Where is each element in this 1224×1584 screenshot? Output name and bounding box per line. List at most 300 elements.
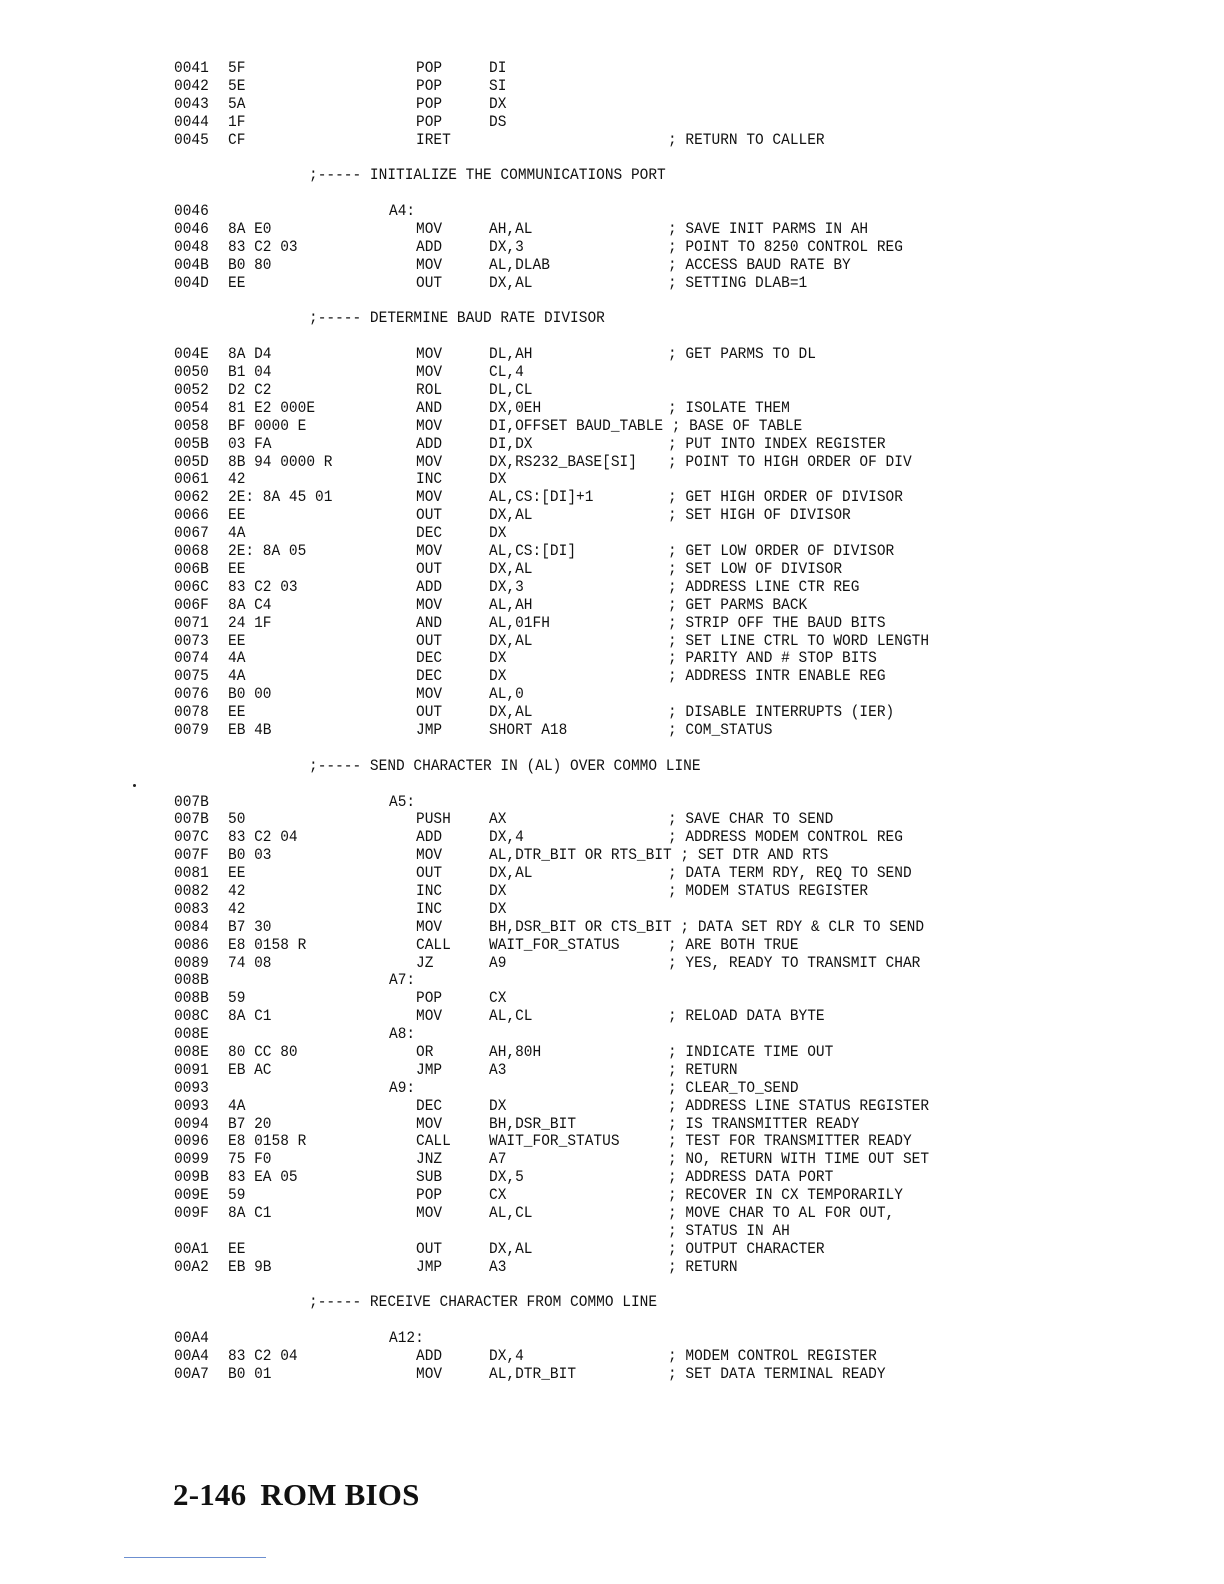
- operand: DX,AL: [489, 704, 533, 722]
- operand: DI,DX: [489, 435, 533, 454]
- mnemonic: JMP: [416, 722, 443, 740]
- mnemonic: INC: [416, 883, 443, 901]
- machine-code: CF: [228, 131, 246, 150]
- code-line: [174, 1223, 974, 1243]
- code-line: [174, 96, 974, 116]
- machine-code: EB 9B: [228, 1258, 272, 1277]
- machine-code: 4A: [228, 525, 246, 543]
- code-comment: ; SAVE CHAR TO SEND: [668, 811, 834, 830]
- mnemonic: ADD: [416, 1348, 443, 1366]
- code-comment: ; SETTING DLAB=1: [668, 274, 808, 293]
- address: 0048: [174, 239, 209, 257]
- machine-code: D2 C2: [228, 382, 272, 400]
- code-line: [174, 436, 974, 456]
- address: 006F: [174, 596, 209, 615]
- machine-code: 50: [228, 811, 246, 830]
- address: 0093: [174, 1079, 209, 1098]
- machine-code: 81 E2 000E: [228, 400, 316, 418]
- code-comment: ; PARITY AND # STOP BITS: [668, 650, 877, 669]
- code-line: [174, 865, 974, 885]
- mnemonic: ADD: [416, 578, 443, 597]
- operand: DX,4: [489, 1348, 524, 1366]
- code-line: [174, 1330, 974, 1350]
- code-line: [174, 1187, 974, 1207]
- operand: AL,DTR_BIT: [489, 1366, 577, 1384]
- operand: DX,AL: [489, 274, 533, 293]
- machine-code: 42: [228, 900, 246, 919]
- section-title: ROM BIOS: [260, 1477, 420, 1512]
- address: 008B: [174, 990, 209, 1009]
- address: 0054: [174, 400, 209, 418]
- machine-code: 5E: [228, 77, 246, 96]
- address: 0046: [174, 203, 209, 221]
- address: 0093: [174, 1097, 209, 1116]
- mnemonic: INC: [416, 471, 443, 490]
- mnemonic: MOV: [416, 686, 443, 704]
- code-line: [174, 561, 974, 581]
- address: 0074: [174, 650, 209, 669]
- machine-code: 8A E0: [228, 221, 272, 239]
- code-line: [174, 919, 974, 939]
- mnemonic: ADD: [416, 239, 443, 257]
- address: 0076: [174, 686, 209, 704]
- address: 007C: [174, 829, 209, 848]
- mnemonic: ROL: [416, 382, 443, 400]
- code-comment: ; SET HIGH OF DIVISOR: [668, 507, 851, 525]
- code-line: [174, 203, 974, 223]
- address: 0043: [174, 95, 209, 114]
- operand: DX,AL: [489, 507, 533, 525]
- code-line: [174, 346, 974, 366]
- code-comment: ; YES, READY TO TRANSMIT CHAR: [668, 954, 921, 973]
- mnemonic: JMP: [416, 1258, 443, 1277]
- address: 006C: [174, 578, 209, 597]
- code-line: [174, 722, 974, 742]
- address: 0096: [174, 1133, 209, 1152]
- mnemonic: MOV: [416, 489, 443, 508]
- machine-code: 2E: 8A 45 01: [228, 489, 333, 508]
- address: 0073: [174, 632, 209, 651]
- machine-code: BF 0000 E: [228, 417, 307, 436]
- machine-code: EE: [228, 507, 246, 525]
- operand: DX: [489, 525, 507, 543]
- machine-code: 5F: [228, 60, 246, 78]
- address: 0041: [174, 60, 209, 78]
- code-label: A8:: [389, 1026, 416, 1044]
- code-line: [174, 1366, 974, 1386]
- code-line: [174, 704, 974, 724]
- code-comment: ; RETURN: [668, 1061, 738, 1080]
- code-line: [174, 1008, 974, 1028]
- code-comment: ; ADDRESS LINE STATUS REGISTER: [668, 1097, 930, 1116]
- operand: DX,AL: [489, 632, 533, 651]
- operand: A7: [489, 1151, 507, 1170]
- code-comment: ; MOVE CHAR TO AL FOR OUT,: [668, 1205, 895, 1223]
- mnemonic: POP: [416, 990, 443, 1009]
- operand: DX: [489, 900, 507, 919]
- code-label: A4:: [389, 203, 416, 221]
- bottom-rule: [124, 1557, 266, 1558]
- code-comment: ; GET PARMS TO DL: [668, 346, 816, 364]
- mnemonic: JZ: [416, 954, 434, 973]
- page-footer: [173, 1477, 420, 1513]
- operand: DX: [489, 883, 507, 901]
- code-comment: ; RECOVER IN CX TEMPORARILY: [668, 1187, 903, 1205]
- mnemonic: DEC: [416, 650, 443, 669]
- address: 0062: [174, 489, 209, 508]
- operand: DX,4: [489, 829, 524, 848]
- mnemonic: AND: [416, 614, 443, 633]
- mnemonic: MOV: [416, 256, 443, 275]
- address: 009F: [174, 1205, 209, 1223]
- address: 0089: [174, 954, 209, 973]
- address: 0099: [174, 1151, 209, 1170]
- mnemonic: OUT: [416, 632, 443, 651]
- code-comment: ; MODEM STATUS REGISTER: [668, 883, 869, 901]
- section-comment: ;----- SEND CHARACTER IN (AL) OVER COMMO LINE: [309, 757, 701, 776]
- code-line: [174, 1205, 974, 1225]
- address: 00A4: [174, 1348, 209, 1366]
- operand: DS: [489, 113, 507, 132]
- mnemonic: JNZ: [416, 1151, 443, 1170]
- operand: AL,CL: [489, 1008, 533, 1026]
- machine-code: 2E: 8A 05: [228, 543, 307, 561]
- machine-code: 59: [228, 1187, 246, 1205]
- code-line: [174, 543, 974, 563]
- code-comment: ; STRIP OFF THE BAUD BITS: [668, 614, 886, 633]
- operand: DX: [489, 471, 507, 490]
- code-line: [174, 1026, 974, 1046]
- mnemonic: MOV: [416, 1008, 443, 1026]
- code-comment: ; SET DATA TERMINAL READY: [668, 1366, 886, 1384]
- machine-code: E8 0158 R: [228, 936, 307, 955]
- address: 0058: [174, 417, 209, 436]
- code-line: [174, 883, 974, 903]
- address: 00A1: [174, 1240, 209, 1259]
- address: 0081: [174, 865, 209, 883]
- operand: AL,0: [489, 686, 524, 704]
- machine-code: B1 04: [228, 364, 272, 382]
- operand: DX,3: [489, 239, 524, 257]
- operand: SI: [489, 77, 507, 96]
- machine-code: B0 00: [228, 686, 272, 704]
- mnemonic: OUT: [416, 704, 443, 722]
- machine-code: 1F: [228, 113, 246, 132]
- address: 007B: [174, 793, 209, 812]
- code-line: [174, 901, 974, 921]
- code-line: [174, 1080, 974, 1100]
- section-comment: ;----- RECEIVE CHARACTER FROM COMMO LINE: [309, 1294, 658, 1313]
- address: 0061: [174, 471, 209, 490]
- mnemonic: MOV: [416, 543, 443, 561]
- blank-line: [174, 740, 974, 760]
- blank-line: [174, 185, 974, 205]
- address: 004B: [174, 256, 209, 275]
- code-comment: ; POINT TO 8250 CONTROL REG: [668, 239, 903, 257]
- operand: CL,4: [489, 364, 524, 382]
- code-line: [174, 78, 974, 98]
- address: 0084: [174, 918, 209, 937]
- machine-code: 24 1F: [228, 614, 272, 633]
- machine-code: EE: [228, 704, 246, 722]
- machine-code: 8A C1: [228, 1008, 272, 1026]
- machine-code: 4A: [228, 1097, 246, 1116]
- machine-code: 5A: [228, 95, 246, 114]
- machine-code: E8 0158 R: [228, 1133, 307, 1152]
- code-line: [174, 1169, 974, 1189]
- operand: AL,AH: [489, 596, 533, 615]
- machine-code: 4A: [228, 650, 246, 669]
- machine-code: 42: [228, 883, 246, 901]
- code-label: A5:: [389, 793, 416, 812]
- code-comment: ; SET LINE CTRL TO WORD LENGTH: [668, 632, 930, 651]
- address: 005B: [174, 435, 209, 454]
- address: 0094: [174, 1115, 209, 1134]
- mnemonic: POP: [416, 77, 443, 96]
- operand: WAIT_FOR_STATUS: [489, 936, 620, 955]
- mnemonic: MOV: [416, 596, 443, 615]
- operand: AL,01FH: [489, 614, 550, 633]
- mnemonic: MOV: [416, 364, 443, 382]
- machine-code: 83 C2 04: [228, 1348, 298, 1366]
- operand: A3: [489, 1258, 507, 1277]
- code-line: [174, 1062, 974, 1082]
- stray-mark: [133, 784, 136, 787]
- address: 0045: [174, 131, 209, 150]
- operand: AL,CS:[DI]: [489, 543, 577, 561]
- operand: DX: [489, 650, 507, 669]
- code-comment: ; NO, RETURN WITH TIME OUT SET: [668, 1151, 930, 1170]
- address: 0075: [174, 668, 209, 686]
- mnemonic: AND: [416, 400, 443, 418]
- machine-code: 8B 94 0000 R: [228, 453, 333, 472]
- mnemonic: POP: [416, 60, 443, 78]
- machine-code: 83 C2 03: [228, 239, 298, 257]
- machine-code: 8A D4: [228, 346, 272, 364]
- address: 0067: [174, 525, 209, 543]
- operand: DX,0EH: [489, 400, 542, 418]
- page-number: 2-146: [173, 1477, 247, 1512]
- mnemonic: DEC: [416, 1097, 443, 1116]
- mnemonic: ADD: [416, 435, 443, 454]
- machine-code: 75 F0: [228, 1151, 272, 1170]
- code-line: [174, 275, 974, 295]
- machine-code: 8A C4: [228, 596, 272, 615]
- mnemonic: OUT: [416, 274, 443, 293]
- code-label: A12:: [389, 1330, 424, 1348]
- machine-code: 83 C2 03: [228, 578, 298, 597]
- code-comment: ; SET LOW OF DIVISOR: [668, 561, 843, 579]
- code-comment: ; TEST FOR TRANSMITTER READY: [668, 1133, 912, 1152]
- operand: DL,CL: [489, 382, 533, 400]
- code-comment: ; ADDRESS INTR ENABLE REG: [668, 668, 886, 686]
- operand: DX: [489, 1097, 507, 1116]
- address: 0078: [174, 704, 209, 722]
- operand: CX: [489, 1187, 507, 1205]
- address: 007B: [174, 811, 209, 830]
- address: 0079: [174, 722, 209, 740]
- mnemonic: DEC: [416, 525, 443, 543]
- machine-code: B0 80: [228, 256, 272, 275]
- code-comment: ; IS TRANSMITTER READY: [668, 1115, 860, 1134]
- operand: AL,CL: [489, 1205, 533, 1223]
- machine-code: B0 01: [228, 1366, 272, 1384]
- operand: DI,OFFSET BAUD_TABLE ; BASE OF TABLE: [489, 417, 803, 436]
- address: 0046: [174, 221, 209, 239]
- code-line: [174, 597, 974, 617]
- mnemonic: OUT: [416, 865, 443, 883]
- machine-code: B0 03: [228, 847, 272, 865]
- operand: DX: [489, 668, 507, 686]
- code-line: [174, 364, 974, 384]
- code-comment: ; GET HIGH ORDER OF DIVISOR: [668, 489, 903, 508]
- mnemonic: OUT: [416, 1240, 443, 1259]
- mnemonic: MOV: [416, 847, 443, 865]
- address: 0082: [174, 883, 209, 901]
- code-comment: ; GET PARMS BACK: [668, 596, 808, 615]
- mnemonic: MOV: [416, 918, 443, 937]
- address: 004E: [174, 346, 209, 364]
- code-line: [174, 1259, 974, 1279]
- code-line: [174, 1241, 974, 1261]
- code-line: [174, 937, 974, 957]
- operand: SHORT A18: [489, 722, 568, 740]
- mnemonic: POP: [416, 95, 443, 114]
- address: 007F: [174, 847, 209, 865]
- operand: AX: [489, 811, 507, 830]
- code-label: A9:: [389, 1079, 416, 1098]
- address: 008E: [174, 1044, 209, 1062]
- operand: BH,DSR_BIT OR CTS_BIT ; DATA SET RDY & CLR TO SEND: [489, 918, 925, 937]
- section-comment: ;----- DETERMINE BAUD RATE DIVISOR: [309, 310, 605, 329]
- code-comment: ; OUTPUT CHARACTER: [668, 1240, 825, 1259]
- machine-code: 83 EA 05: [228, 1169, 298, 1187]
- operand: A3: [489, 1061, 507, 1080]
- mnemonic: PUSH: [416, 811, 451, 830]
- operand: AL,CS:[DI]+1: [489, 489, 594, 508]
- operand: DX,3: [489, 578, 524, 597]
- machine-code: 74 08: [228, 954, 272, 973]
- address: 006B: [174, 561, 209, 579]
- address: 009B: [174, 1169, 209, 1187]
- code-comment: ; RETURN TO CALLER: [668, 131, 825, 150]
- machine-code: EE: [228, 632, 246, 651]
- mnemonic: JMP: [416, 1061, 443, 1080]
- mnemonic: DEC: [416, 668, 443, 686]
- address: 0091: [174, 1061, 209, 1080]
- address: 008C: [174, 1008, 209, 1026]
- operand: AH,AL: [489, 221, 533, 239]
- code-comment: ; CLEAR_TO_SEND: [668, 1079, 799, 1098]
- mnemonic: POP: [416, 113, 443, 132]
- code-comment: ; DISABLE INTERRUPTS (IER): [668, 704, 895, 722]
- mnemonic: MOV: [416, 417, 443, 436]
- address: 0071: [174, 614, 209, 633]
- mnemonic: SUB: [416, 1169, 443, 1187]
- mnemonic: CALL: [416, 936, 451, 955]
- mnemonic: MOV: [416, 453, 443, 472]
- operand: DI: [489, 60, 507, 78]
- code-line: [174, 239, 974, 259]
- address: 0086: [174, 936, 209, 955]
- machine-code: B7 20: [228, 1115, 272, 1134]
- code-line: [174, 1348, 974, 1368]
- address: 0083: [174, 900, 209, 919]
- machine-code: EB AC: [228, 1061, 272, 1080]
- code-comment: ; GET LOW ORDER OF DIVISOR: [668, 543, 895, 561]
- address: 0050: [174, 364, 209, 382]
- code-comment: ; RELOAD DATA BYTE: [668, 1008, 825, 1026]
- operand: DX: [489, 95, 507, 114]
- code-line: [174, 1098, 974, 1118]
- mnemonic: OUT: [416, 561, 443, 579]
- mnemonic: MOV: [416, 1205, 443, 1223]
- mnemonic: ADD: [416, 829, 443, 848]
- operand: AL,DLAB: [489, 256, 550, 275]
- code-line: [174, 615, 974, 635]
- code-label: A7:: [389, 972, 416, 991]
- machine-code: EB 4B: [228, 722, 272, 740]
- code-line: [174, 60, 974, 80]
- code-comment: ; COM_STATUS: [668, 722, 773, 740]
- machine-code: 4A: [228, 668, 246, 686]
- machine-code: B7 30: [228, 918, 272, 937]
- operand: WAIT_FOR_STATUS: [489, 1133, 620, 1152]
- address: 005D: [174, 453, 209, 472]
- address: 00A2: [174, 1258, 209, 1277]
- code-comment: ; ADDRESS LINE CTR REG: [668, 578, 860, 597]
- section-comment: ;----- INITIALIZE THE COMMUNICATIONS PORT: [309, 167, 666, 186]
- code-line: [174, 400, 974, 420]
- machine-code: 59: [228, 990, 246, 1009]
- machine-code: 8A C1: [228, 1205, 272, 1223]
- code-line: [174, 507, 974, 527]
- code-line: [174, 382, 974, 402]
- code-line: [174, 579, 974, 599]
- assembly-listing: [174, 61, 974, 1385]
- operand: CX: [489, 990, 507, 1009]
- code-line: [174, 847, 974, 867]
- operand: DX,5: [489, 1169, 524, 1187]
- mnemonic: MOV: [416, 346, 443, 364]
- mnemonic: MOV: [416, 1366, 443, 1384]
- code-line: [174, 686, 974, 706]
- operand: BH,DSR_BIT: [489, 1115, 577, 1134]
- code-comment: ; ARE BOTH TRUE: [668, 936, 799, 955]
- code-comment: ; ADDRESS MODEM CONTROL REG: [668, 829, 903, 848]
- mnemonic: INC: [416, 900, 443, 919]
- mnemonic: CALL: [416, 1133, 451, 1152]
- machine-code: EE: [228, 865, 246, 883]
- mnemonic: OR: [416, 1044, 434, 1062]
- code-comment: ; ISOLATE THEM: [668, 400, 790, 418]
- code-line: [174, 1044, 974, 1064]
- machine-code: 42: [228, 471, 246, 490]
- code-comment: ; DATA TERM RDY, REQ TO SEND: [668, 865, 912, 883]
- address: 009E: [174, 1187, 209, 1205]
- code-line: [174, 221, 974, 241]
- code-comment: ; ACCESS BAUD RATE BY: [668, 256, 851, 275]
- code-comment: ; ADDRESS DATA PORT: [668, 1169, 834, 1187]
- address: 0044: [174, 113, 209, 132]
- address: 004D: [174, 274, 209, 293]
- operand: DX,AL: [489, 1240, 533, 1259]
- address: 0042: [174, 77, 209, 96]
- operand: A9: [489, 954, 507, 973]
- code-line: [174, 418, 974, 438]
- operand: DL,AH: [489, 346, 533, 364]
- operand: AL,DTR_BIT OR RTS_BIT ; SET DTR AND RTS: [489, 847, 829, 865]
